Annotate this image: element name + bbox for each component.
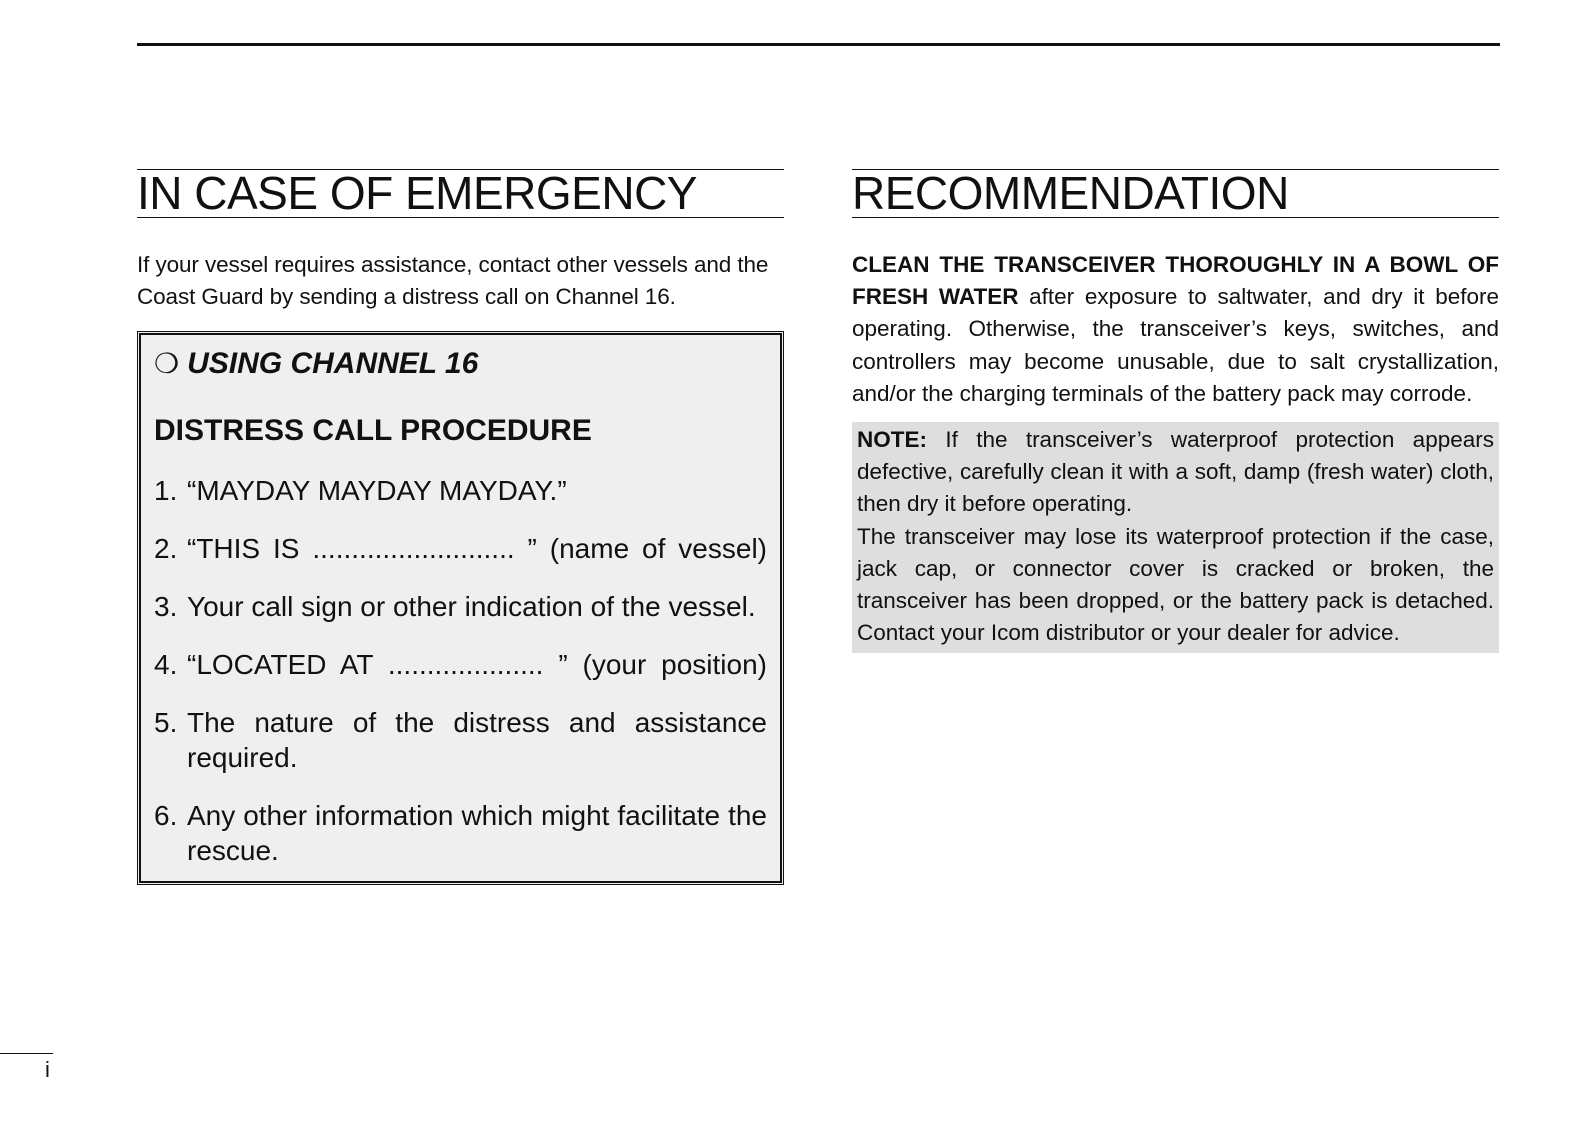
step-text: “LOCATED AT .................... ” (your position) (187, 649, 767, 680)
recommendation-title: RECOMMENDATION (852, 169, 1499, 218)
step-number: 1. (154, 475, 178, 506)
step-number: 5. (154, 707, 178, 738)
step-text: “MAYDAY MAYDAY MAYDAY.” (187, 475, 567, 506)
distress-steps (154, 473, 767, 868)
note-box (852, 422, 1499, 653)
step-number: 4. (154, 649, 178, 680)
channel-16-heading-text: USING CHANNEL 16 (187, 347, 479, 380)
step-text: “THIS IS .......................... ” (name of vessel) (187, 533, 767, 564)
list-item (154, 705, 767, 775)
emergency-title: IN CASE OF EMERGENCY (137, 169, 784, 218)
step-number: 2. (154, 533, 178, 564)
step-text: Any other information which might facilitate the rescue. (187, 800, 767, 866)
list-item (154, 647, 767, 682)
step-number: 3. (154, 591, 178, 622)
recommendation-body (852, 249, 1499, 410)
note-paragraph (857, 424, 1494, 521)
circle-bullet-icon: ❍ (154, 348, 180, 379)
note-label: NOTE: (857, 427, 927, 453)
emergency-section (137, 169, 784, 885)
recommendation-emphasis: CLEAN THE TRANSCEIVER THOROUGHLY IN A BOWL OF FRESH WATER (852, 252, 1499, 310)
channel-16-heading (154, 342, 767, 386)
list-item (154, 473, 767, 508)
note-text: If the transceiver’s waterproof protection appears defective, carefully clean it with a soft, damp (fresh water) cloth, then dry it before operating. (857, 427, 1494, 517)
distress-procedure-title: DISTRESS CALL PROCEDURE (154, 414, 592, 447)
list-item (154, 589, 767, 624)
header-rule (137, 43, 1500, 46)
step-text: The nature of the distress and assistance required. (187, 707, 767, 773)
list-item (154, 531, 767, 566)
page-number: i (45, 1057, 50, 1082)
step-text: Your call sign or other indication of the vessel. (187, 591, 756, 622)
list-item (154, 798, 767, 868)
recommendation-text: after exposure to saltwater, and dry it before operating. Otherwise, the transceiver’s keys, switches, and controllers may become unusable, due to salt crystallization, and/or the charging terminals of the battery pack may corrode. (852, 284, 1499, 406)
recommendation-section (852, 169, 1499, 653)
emergency-intro: If your vessel requires assistance, contact other vessels and the Coast Guard by sending a distress call on Channel 16. (137, 252, 769, 309)
footer-rule (0, 1053, 53, 1054)
channel-16-box (137, 331, 784, 885)
note-paragraph-2: The transceiver may lose its waterproof protection if the case, jack cap, or connector cover is cracked or broken, the transceiver has been dropped, or the battery pack is detached. Contact your Icom distributor or your dealer for advice. (857, 523, 1494, 646)
step-number: 6. (154, 800, 178, 831)
